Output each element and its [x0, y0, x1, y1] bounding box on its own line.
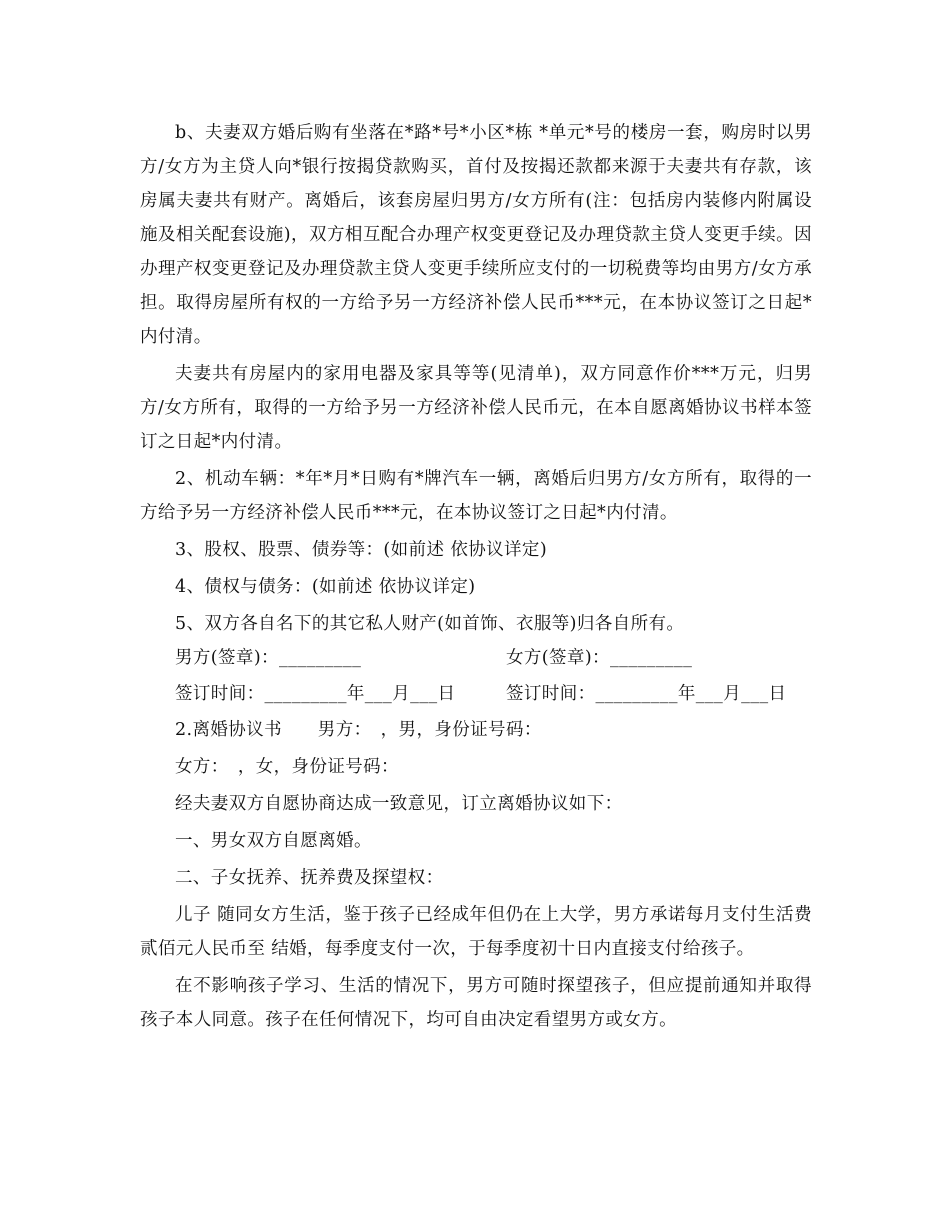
male-signature-field: 男方(签章)：_________ [175, 648, 362, 668]
female-party-line: 女方： ，女，身份证号码： [175, 757, 399, 777]
paragraph-debts: 4、债权与债务：(如前述 依协议详定) [175, 577, 476, 597]
clause-divorce: 一、男女双方自愿离婚。 [175, 831, 372, 851]
paragraph-visitation: 在不影响孩子学习、生活的情况下，男方可随时探望孩子，但应提前通知并取得孩子本人同意。孩子在任何情况下，均可自由决定看望男方或女方。 [140, 976, 812, 1030]
paragraph-child-support: 儿子 随同女方生活，鉴于孩子已经成年但仍在上大学，男方承诺每月支付生活费贰佰元人民币至 结婚，每季度支付一次，于每季度初十日内直接支付给孩子。 [140, 905, 812, 959]
signing-date-row [140, 677, 812, 713]
paragraph-house-property: b、夫妻双方婚后购有坐落在*路*号*小区*栋 *单元*号的楼房一套，购房时以男方/女方为主贷人向*银行按揭贷款购买，首付及按揭还款都来源于夫妻共有存款，该房属夫妻共有财产。离婚后，该套房屋归男方/女方所有(注：包括房内装修内附属设施及相关配套设施)，双方相互配合办理产权变更登记及办理贷款主贷人变更手续。因办理产权变更登记及办理贷款主贷人变更手续所应支付的一切税费等均由男方/女方承担。取得房屋所有权的一方给予另一方经济补偿人民币***元，在本协议签订之日起*内付清。 [140, 123, 812, 347]
document-page [140, 116, 812, 1037]
paragraph-private-property: 5、双方各自名下的其它私人财产(如首饰、衣服等)归各自所有。 [175, 614, 685, 634]
paragraph-household-appliances: 夫妻共有房屋内的家用电器及家具等等(见清单)，双方同意作价***万元，归男方/女方所有，取得的一方给予另一方经济补偿人民币元，在本自愿离婚协议书样本签订之日起*内付清。 [140, 364, 812, 452]
clause-child-support-heading: 二、子女抚养、抚养费及探望权： [175, 868, 444, 888]
signature-row [140, 641, 812, 677]
male-signing-date: 签订时间：_________年___月___日 [175, 684, 456, 704]
female-signature-field: 女方(签章)：_________ [506, 648, 693, 668]
agreement-intro: 经夫妻双方自愿协商达成一致意见，订立离婚协议如下： [175, 794, 623, 814]
paragraph-equity-stocks: 3、股权、股票、债券等：(如前述 依协议详定) [175, 540, 548, 560]
female-signing-date: 签订时间：_________年___月___日 [506, 684, 787, 704]
paragraph-motor-vehicle: 2、机动车辆：*年*月*日购有*牌汽车一辆，离婚后归男方/女方所有，取得的一方给予另一方经济补偿人民币***元，在本协议签订之日起*内付清。 [140, 469, 812, 523]
agreement-heading: 2.离婚协议书 男方： ，男，身份证号码： [175, 720, 542, 740]
